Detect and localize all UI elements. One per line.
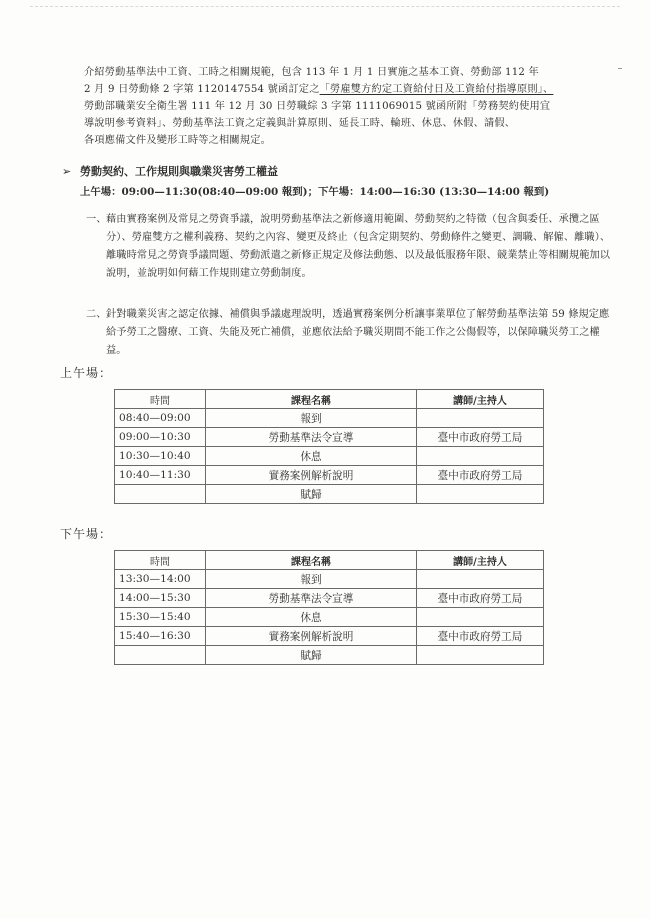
table-row [115, 466, 544, 485]
cell-speaker [417, 409, 544, 428]
cell-course: 報到 [206, 570, 417, 589]
header-speaker: 講師/主持人 [417, 390, 544, 409]
cell-time [115, 485, 206, 504]
table-row [115, 608, 544, 627]
list-item [86, 306, 616, 360]
cell-time: 15:30—15:40 [115, 608, 206, 627]
intro-line-3: 勞動部職業安全衛生署 111 年 12 月 30 日勞職綜 3 字第 1111069015 號函所附「勞務契約使用宜 [84, 101, 551, 112]
header-speaker: 講師/主持人 [417, 551, 544, 570]
table-row [115, 409, 544, 428]
cell-course: 實務案例解析說明 [206, 627, 417, 646]
intro-highlight: 「勞雇雙方約定工資給付日及工資給付指導原則」、 [319, 84, 554, 95]
header-time: 時間 [115, 551, 206, 570]
cell-speaker: 臺中市政府勞工局 [417, 428, 544, 447]
morning-agenda-table [114, 389, 544, 504]
cell-time: 10:40—11:30 [115, 466, 206, 485]
intro-line-5: 各項應備文件及變形工時等之相關規定。 [84, 135, 271, 146]
header-time: 時間 [115, 390, 206, 409]
cell-speaker: 臺中市政府勞工局 [417, 466, 544, 485]
afternoon-agenda-table [114, 550, 544, 665]
intro-line-2: 2 月 9 日勞動條 2 字第 1120147554 號函訂定之「勞雇雙方約定工資給付日及工資給付指導原則」、 [84, 84, 554, 95]
morning-session-label: 上午場： [60, 366, 113, 380]
cell-time: 10:30—10:40 [115, 447, 206, 466]
cell-speaker: 臺中市政府勞工局 [417, 589, 544, 608]
cell-speaker [417, 485, 544, 504]
item-number: 二、 [86, 309, 107, 320]
list-item [86, 211, 616, 283]
header-course: 課程名稱 [206, 551, 417, 570]
item-number: 一、 [86, 214, 107, 225]
cell-course: 休息 [206, 608, 417, 627]
cell-time: 13:30—14:00 [115, 570, 206, 589]
table-row [115, 589, 544, 608]
cell-course: 賦歸 [206, 485, 417, 504]
intro-paragraph [84, 64, 614, 149]
section-title: 勞動契約、工作規則與職業災害勞工權益 [80, 165, 278, 178]
cell-course: 勞動基準法令宣導 [206, 428, 417, 447]
cell-time: 14:00—15:30 [115, 589, 206, 608]
cell-course: 勞動基準法令宣導 [206, 589, 417, 608]
table-header-row [115, 390, 544, 409]
table-row [115, 627, 544, 646]
cell-time: 09:00—10:30 [115, 428, 206, 447]
table-header-row [115, 551, 544, 570]
cell-speaker [417, 646, 544, 665]
table-row [115, 447, 544, 466]
afternoon-session-label: 下午場： [60, 527, 113, 541]
table-row [115, 485, 544, 504]
section-schedule: 上午場：09:00—11:30(08:40—09:00 報到)；下午場：14:00—16:30 (13:30—14:00 報到) [80, 186, 550, 198]
intro-line-4: 導說明參考資料」、勞動基準法工資之定義與計算原則、延長工時、輪班、休息、休假、請假、 [84, 118, 516, 129]
item-text: 針對職業災害之認定依據、補償與爭議處理說明，透過實務案例分析讓事業單位了解勞動基準法第 59 條規定應給予勞工之醫療、工資、失能及死亡補償，並應依法給予職災期間不能工作之公傷假等，以保障職災勞工之權益。 [106, 309, 610, 356]
cell-course: 實務案例解析說明 [206, 466, 417, 485]
table-row [115, 570, 544, 589]
cell-speaker: 臺中市政府勞工局 [417, 627, 544, 646]
arrow-bullet-icon: ➢ [62, 165, 72, 178]
table-row [115, 646, 544, 665]
cell-time: 08:40—09:00 [115, 409, 206, 428]
cell-speaker [417, 608, 544, 627]
section-heading [62, 163, 278, 179]
cell-time [115, 646, 206, 665]
cell-course: 休息 [206, 447, 417, 466]
cell-speaker [417, 570, 544, 589]
cell-time: 15:40—16:30 [115, 627, 206, 646]
cell-speaker [417, 447, 544, 466]
cell-course: 報到 [206, 409, 417, 428]
cell-course: 賦歸 [206, 646, 417, 665]
table-row [115, 428, 544, 447]
scan-edge-mark [618, 68, 622, 69]
intro-line-1: 介紹勞動基準法中工資、工時之相關規範，包含 113 年 1 月 1 日實施之基本工資、勞動部 112 年 [84, 67, 539, 78]
item-text: 藉由實務案例及常見之勞資爭議，說明勞動基準法之新修適用範圍、勞動契約之特徵（包含與委任、承攬之區分）、勞雇雙方之權利義務、契約之內容、變更及終止（包含定期契約、勞動條件之變更、調職、解僱、離職）、離職時常見之勞資爭議問題、勞動派遣之新修正規定及修法動態、以及最低服務年限、競業禁止等相關規範加以說明，並說明如何藉工作規則建立勞動制度。 [106, 214, 611, 279]
page-top-border [30, 6, 620, 8]
header-course: 課程名稱 [206, 390, 417, 409]
